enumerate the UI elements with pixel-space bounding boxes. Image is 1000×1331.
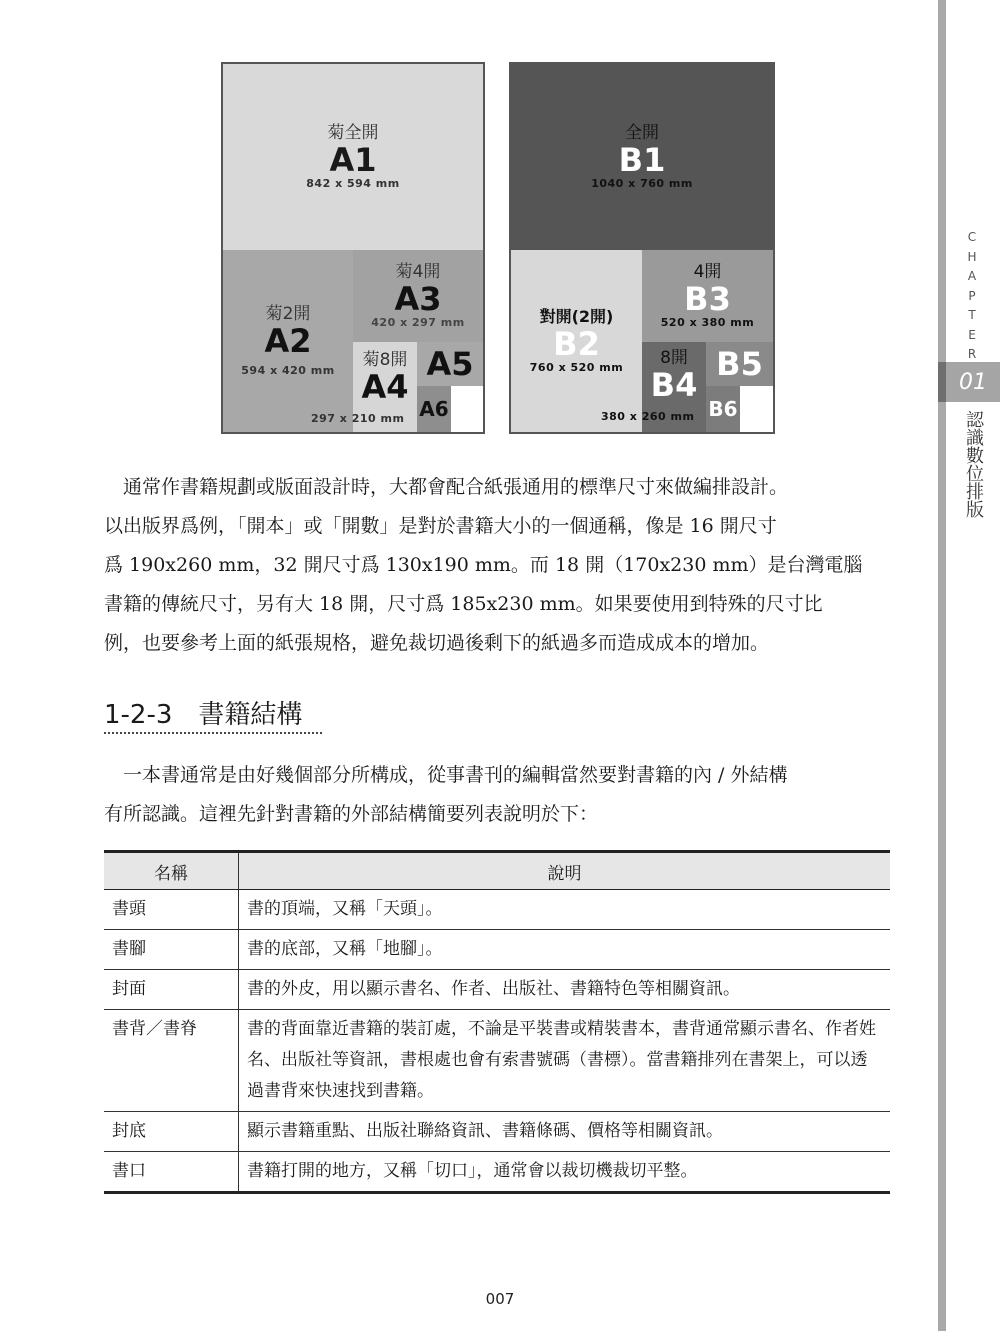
row-description: 書的頂端，又稱「天頭」。 <box>239 890 891 930</box>
row-description: 書的背面靠近書籍的裝訂處，不論是平裝書或精裝書本，書背通常顯示書名、作者姓名、出版社等資訊，書根處也會有索書號碼（書標）。當書籍排列在書架上，可以透過書背來快速找到書籍。 <box>239 1010 891 1112</box>
intro-paragraph <box>104 468 894 663</box>
row-name: 書口 <box>104 1152 239 1193</box>
b2-code: B2 <box>553 325 600 363</box>
section-number: 1-2-3 <box>104 700 173 730</box>
section-title: 書籍結構 <box>198 700 303 730</box>
b4-cn-label: 8開 <box>660 348 688 368</box>
b6-region <box>706 386 740 432</box>
chapter-letter: T <box>968 308 976 322</box>
b3-code: B3 <box>684 280 731 318</box>
paragraph-line: 一本書通常是由好幾個部分所構成，從事書刊的編輯當然要對書籍的內 / 外結構 <box>104 764 788 786</box>
a3-cn-label: 菊4開 <box>395 262 441 282</box>
b4-code: B4 <box>650 366 698 404</box>
b2-region <box>511 250 642 432</box>
a4-code: A4 <box>361 368 409 406</box>
a1-cn-label: 菊全開 <box>327 123 379 143</box>
paragraph-line: 書籍的傳統尺寸，另有大 18 開，尺寸爲 185x230 mm。如果要使用到特殊的尺寸比 <box>104 593 823 615</box>
chapter-tab <box>946 362 1000 402</box>
table-row <box>104 1010 890 1112</box>
a5-region <box>417 342 483 386</box>
paragraph-line: 以出版界爲例，「開本」或「開數」是對於書籍大小的一個通稱，像是 16 開尺寸 <box>104 515 777 537</box>
table-row <box>104 930 890 970</box>
a2-region <box>223 250 353 432</box>
b1-cn-label: 全開 <box>625 123 659 143</box>
row-name: 封面 <box>104 970 239 1010</box>
a3-dim: 420 x 297 mm <box>371 316 465 329</box>
b3-dim: 520 x 380 mm <box>660 316 755 329</box>
row-name: 封底 <box>104 1112 239 1152</box>
b3-cn-label: 4開 <box>693 262 722 282</box>
table-row <box>104 1112 890 1152</box>
table-header-row <box>104 852 890 890</box>
chapter-label <box>962 228 982 365</box>
b4-dim: 380 x 260 mm <box>601 410 695 423</box>
chapter-letter: R <box>967 347 977 361</box>
structure-paragraph <box>104 756 894 834</box>
a2-cn-label: 菊2開 <box>265 304 311 324</box>
chapter-letter: H <box>967 249 977 264</box>
a3-region <box>353 250 483 342</box>
a1-dim: 842 x 594 mm <box>306 177 400 190</box>
chapter-rail <box>938 0 946 1331</box>
b1-code: B1 <box>618 141 666 179</box>
paragraph-line: 爲 190x260 mm，32 開尺寸爲 130x190 mm。而 18 開（170x230 mm）是台灣電腦 <box>104 554 863 576</box>
row-description: 書的底部，又稱「地腳」。 <box>239 930 891 970</box>
a1-region <box>223 64 483 250</box>
b1-region <box>511 64 773 250</box>
chapter-letter: E <box>968 327 976 342</box>
heading-dotted-underline <box>104 732 322 734</box>
table-row <box>104 970 890 1010</box>
row-name: 書背／書脊 <box>104 1010 239 1112</box>
section-heading <box>104 694 302 731</box>
header-name: 名稱 <box>104 852 239 890</box>
chapter-letter: A <box>967 269 977 283</box>
book-structure-table <box>104 850 890 1194</box>
a2-code: A2 <box>264 322 312 360</box>
a4-dim: 297 x 210 mm <box>311 412 405 425</box>
a3-code: A3 <box>394 280 442 318</box>
b1-dim: 1040 x 760 mm <box>591 177 693 190</box>
header-description: 說明 <box>239 852 891 890</box>
chapter-letter: P <box>968 288 976 303</box>
a6-region <box>417 386 451 432</box>
row-name: 書頭 <box>104 890 239 930</box>
row-description: 書的外皮，用以顯示書名、作者、出版社、書籍特色等相關資訊。 <box>239 970 891 1010</box>
a6-code: A6 <box>419 397 449 421</box>
b7-blank-region <box>740 386 773 432</box>
row-description: 書籍打開的地方，又稱「切口」，通常會以裁切機裁切平整。 <box>239 1152 891 1193</box>
paragraph-line: 有所認識。這裡先針對書籍的外部結構簡要列表說明於下： <box>104 803 599 825</box>
chapter-title: 認識數位排版 <box>963 410 984 518</box>
b2-cn-label: 對開(2開) <box>539 307 614 326</box>
table-row <box>104 890 890 930</box>
chapter-rail-marker <box>938 362 946 402</box>
b2-dim: 760 x 520 mm <box>529 361 624 374</box>
a-series-diagram <box>221 62 485 434</box>
a2-dim: 594 x 420 mm <box>241 364 335 377</box>
paragraph-line: 例，也要參考上面的紙張規格，避免裁切過後剩下的紙過多而造成成本的增加。 <box>104 632 770 654</box>
b3-region <box>642 250 773 342</box>
paragraph-line: 通常作書籍規劃或版面設計時，大都會配合紙張通用的標準尺寸來做編排設計。 <box>104 476 789 498</box>
row-description: 顯示書籍重點、出版社聯絡資訊、書籍條碼、價格等相關資訊。 <box>239 1112 891 1152</box>
a1-code: A1 <box>329 141 377 179</box>
b5-region <box>706 342 773 386</box>
a7-blank-region <box>451 386 483 432</box>
chapter-number: 01 <box>959 369 987 395</box>
page-number: 007 <box>485 1290 515 1308</box>
chapter-letter: C <box>967 230 977 244</box>
a4-cn-label: 菊8開 <box>362 350 408 370</box>
b5-code: B5 <box>716 345 763 383</box>
row-name: 書腳 <box>104 930 239 970</box>
a5-code: A5 <box>426 345 474 383</box>
table-row <box>104 1152 890 1193</box>
b-series-diagram <box>509 62 775 434</box>
b6-code: B6 <box>708 397 738 421</box>
